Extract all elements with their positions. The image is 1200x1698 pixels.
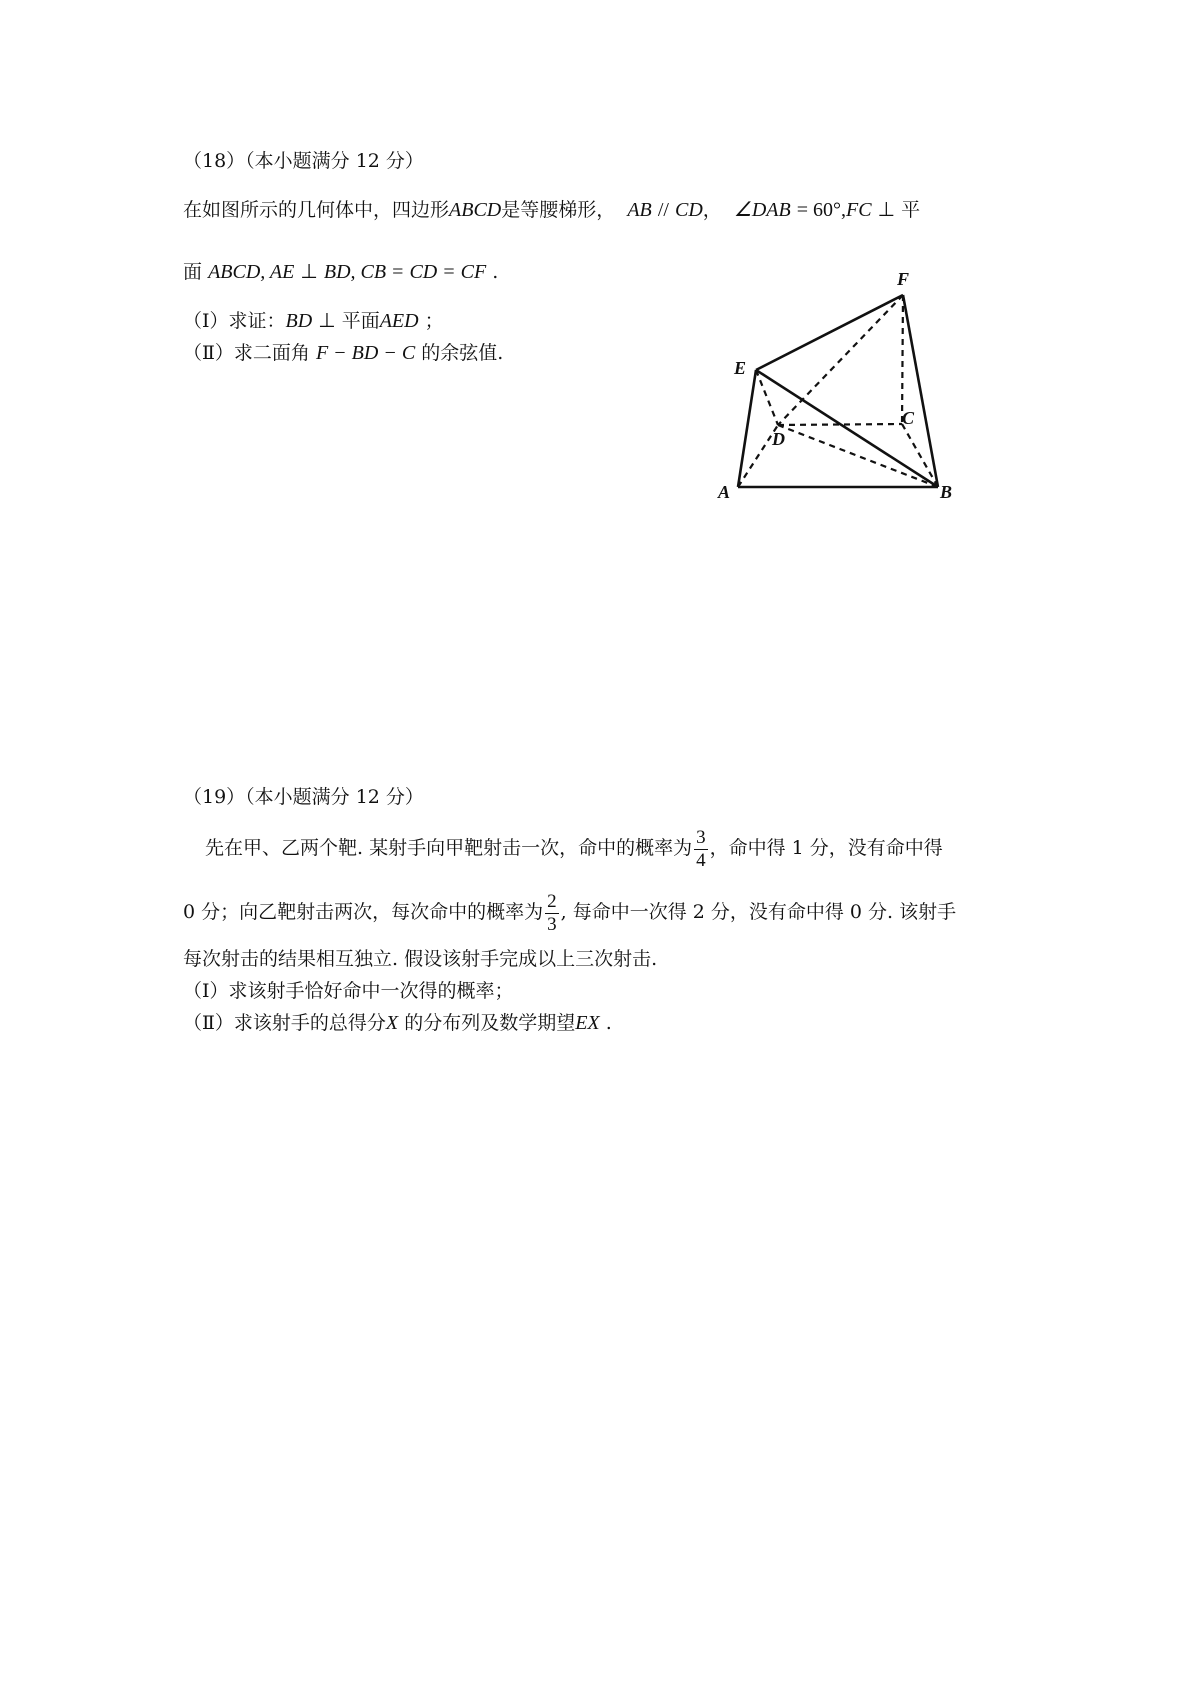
vertex-label-e: E (734, 358, 747, 378)
problem18-header: （18）（本小题满分 12 分） (183, 150, 424, 172)
text: 0 分；向乙靶射击两次，每次命中的概率为 (183, 901, 544, 923)
fraction-2-3 (545, 891, 559, 936)
math-ex: EX (575, 1012, 600, 1034)
math-angle-dab: ∠DAB (733, 199, 791, 221)
math-bd: BD (285, 310, 313, 332)
math-cf: CF (460, 261, 487, 283)
fraction-numerator: 3 (696, 826, 706, 848)
edge-fd (778, 295, 903, 425)
math-f-bd-c: F − BD − C (315, 342, 416, 364)
edge-ef (756, 295, 903, 370)
math-bd-cb: BD, CB (323, 261, 387, 283)
text: 是等腰梯形， (501, 199, 616, 221)
perpendicular-symbol: ⊥ (318, 310, 336, 332)
text: ， (702, 199, 722, 221)
problem18-part2 (183, 340, 503, 366)
text: ； (424, 310, 444, 332)
text: ，命中得 1 分，没有命中得 (709, 837, 943, 859)
problem19-part1: （Ⅰ）求该射手恰好命中一次得的概率； (183, 980, 514, 1002)
fraction-numerator: 2 (547, 890, 557, 912)
math-cd: CD (409, 261, 438, 283)
math-abcd-ae: ABCD, AE (208, 261, 295, 283)
edge-ae (738, 370, 756, 487)
math-ab: AB (627, 199, 652, 221)
math-cd: CD (675, 199, 703, 221)
text: 平 (901, 199, 921, 221)
problem19-statement-line3: 每次射击的结果相互独立. 假设该射手完成以上三次射击. (183, 948, 658, 970)
problem18-part1 (183, 308, 444, 334)
math-x: X (385, 1012, 399, 1034)
vertex-label-c: C (902, 408, 915, 428)
text: 面 (183, 261, 203, 283)
text: 的分布列及数学期望 (404, 1012, 576, 1034)
vertex-label-f: F (897, 269, 910, 289)
vertex-label-b: B (940, 482, 953, 502)
part-label: （Ⅰ）求证： (183, 310, 286, 332)
edge-fc (902, 295, 903, 424)
fraction-3-4 (694, 827, 708, 872)
math-equals-60: = 60°, (796, 199, 847, 221)
text: 平面 (341, 310, 380, 332)
fraction-denominator: 4 (696, 849, 706, 871)
fraction-denominator: 3 (547, 913, 557, 935)
parallel-symbol: // (657, 199, 669, 221)
text: （Ⅱ）求该射手的总得分 (183, 1012, 386, 1034)
perpendicular-symbol: ⊥ (300, 261, 318, 283)
problem18-statement-line2 (183, 259, 498, 285)
math-aed: AED (379, 310, 419, 332)
problem19-statement-line1 (205, 824, 943, 872)
vertex-label-a: A (718, 482, 731, 502)
part-label: （Ⅱ）求二面角 (183, 342, 310, 364)
problem18-statement-line1 (183, 197, 920, 223)
text: . (605, 1012, 612, 1034)
text: , 每命中一次得 2 分，没有命中得 0 分. 该射手 (560, 901, 957, 923)
vertex-label-d: D (772, 429, 785, 449)
problem19-header: （19）（本小题满分 12 分） (183, 786, 424, 808)
text: 在如图所示的几何体中，四边形 (183, 199, 450, 221)
perpendicular-symbol: ⊥ (877, 199, 896, 221)
equals-symbol: = (392, 261, 404, 283)
math-abcd: ABCD (449, 199, 502, 221)
equals-symbol: = (443, 261, 455, 283)
problem19-statement-line2 (183, 888, 956, 936)
problem19-part2 (183, 1010, 612, 1036)
text: 先在甲、乙两个靶. 某射手向甲靶射击一次，命中的概率为 (205, 837, 693, 859)
geometry-figure (700, 262, 970, 502)
text: 的余弦值. (421, 342, 504, 364)
text: . (492, 261, 499, 283)
math-fc: FC (846, 199, 872, 221)
